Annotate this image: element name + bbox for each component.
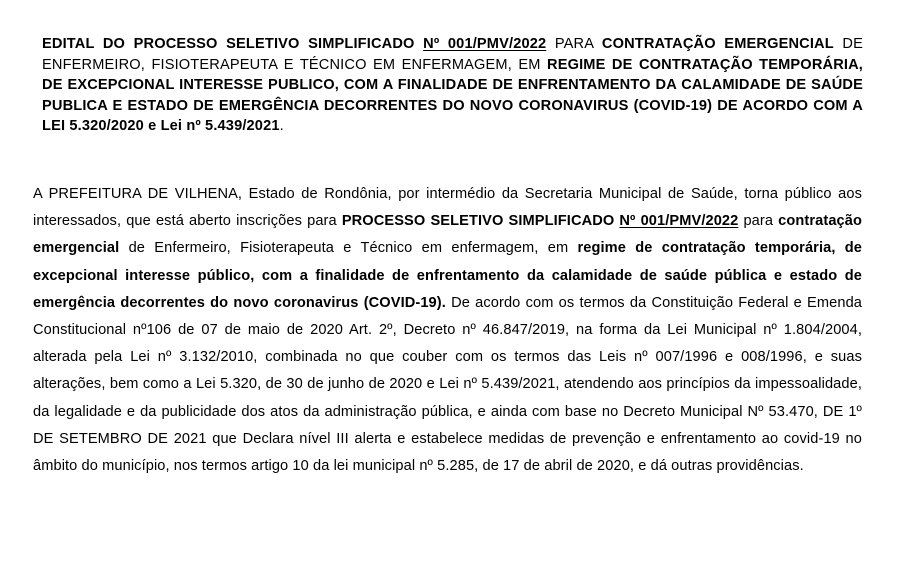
body-text-para: para [738,213,779,230]
title-regime: REGIME DE CONTRATAÇÃO TEMPORÁRIA, DE EXCEPCIONAL INTERESSE PUBLICO, COM A FINALIDADE DE ENFRENTAMENTO DA CALAMIDADE DE SAÚDE PUBLICA E ESTADO DE EMERGÊNCIA DECORRENTES DO NOVO CORONAVIRUS (COVID-19) DE ACORDO COM A LEI 5.320/2020 e Lei nº 5.439/2021 [42,56,863,135]
title-period: . [279,118,284,135]
title-positions: DE ENFERMEIRO, FISIOTERAPEUTA E TÉCNICO EM ENFERMAGEM, EM [42,36,863,73]
edital-body [33,181,862,480]
body-contratacao: contratação emergencial [33,213,862,257]
body-regime: regime de contratação temporária, de excepcional interesse público, com a finalidade de enfrentamento da calamidade de saúde pública e estado de emergência decorrentes do novo coronavirus (COVID-19). [33,240,862,311]
body-legal-basis: De acordo com os termos da Constituição Federal e Emenda Constitucional nº106 de 07 de maio de 2020 Art. 2º, Decreto nº 46.847/2019, na forma da Lei Municipal nº 1.804/2004, alterada pela Lei nº 3.132/2010, combinada no que couber com os termos das Leis nº 007/1996 e 008/1996, e suas alterações, bem como a Lei 5.320, de 30 de junho de 2020 e Lei nº 5.439/2021, atendendo aos princípios da impessoalidade, da legalidade e da publicidade dos atos da administração pública, e ainda com base no Decreto Municipal Nº 53.470, DE 1º DE SETEMBRO DE 2021 que Declara nível III alerta e estabelece medidas de prevenção e enfrentamento ao covid-19 no âmbito do município, nos termos artigo 10 da lei municipal nº 5.285, de 17 de abril de 2020, e dá outras providências. [33,294,862,475]
body-processo: PROCESSO SELETIVO SIMPLIFICADO [341,213,615,230]
title-heading: EDITAL DO PROCESSO SELETIVO SIMPLIFICADO [42,36,415,52]
body-number: Nº 001/PMV/2022 [619,213,739,230]
title-contratacao: CONTRATAÇÃO EMERGENCIAL [601,36,834,52]
edital-title [42,34,863,137]
title-text-para: PARA [546,36,602,52]
edital-number: Nº 001/PMV/2022 [423,36,547,52]
body-intro: A PREFEITURA DE VILHENA, Estado de Rondônia, por intermédio da Secretaria Municipal de Saúde, torna público aos interessados, que está aberto inscrições para [33,186,862,230]
body-positions: de Enfermeiro, Fisioterapeuta e Técnico em enfermagem, em [119,240,578,257]
